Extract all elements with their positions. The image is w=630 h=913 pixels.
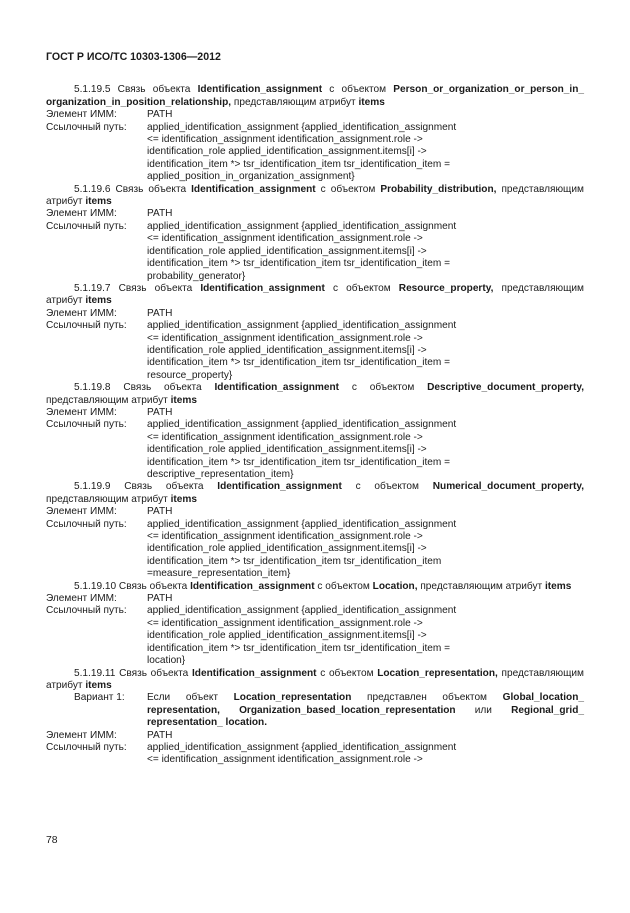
bold-term: Numerical_document_property, <box>432 481 584 493</box>
element-row <box>46 308 584 320</box>
bold-term: Identification_assignment <box>191 667 317 679</box>
path-line: applied_identification_assignment {applied_identification_assignment <box>147 605 457 617</box>
reference-path-row <box>46 419 584 481</box>
text-run: представляющим атрибут <box>233 96 356 108</box>
element-value: PATH <box>147 208 173 220</box>
element-label: Элемент ИММ: <box>46 506 117 518</box>
bold-term: Location_representation <box>233 692 352 704</box>
page-number: 78 <box>46 835 58 846</box>
reference-path-label: Ссылочный путь: <box>46 220 127 232</box>
path-line: identification_item *> tsr_identification_item tsr_identification_item = <box>147 642 450 654</box>
path-line: <= identification_assignment identification_assignment.role -> <box>147 233 423 245</box>
reference-path-value <box>147 221 584 283</box>
path-line: <= identification_assignment identification_assignment.role -> <box>147 617 423 629</box>
reference-path-row <box>46 742 584 767</box>
path-line: identification_role applied_identification_assignment.items[i] -> <box>147 543 427 555</box>
path-line: applied_identification_assignment {applied_identification_assignment <box>147 320 457 332</box>
reference-path-label: Ссылочный путь: <box>46 518 127 530</box>
text-run: Связь объекта <box>118 580 188 592</box>
attribute-name: items <box>544 580 572 592</box>
path-line: identification_role applied_identification_assignment.items[i] -> <box>147 630 427 642</box>
attribute-name: items <box>358 96 385 108</box>
text-run: Связь объекта <box>124 481 204 493</box>
bold-term: Resource_property, <box>398 282 494 294</box>
text-run: 5.1.19.6 <box>74 183 111 195</box>
path-line: descriptive_representation_item} <box>147 469 294 480</box>
element-label: Элемент ИММ: <box>46 109 117 121</box>
text-run: с объектом <box>317 580 370 592</box>
reference-path-row <box>46 221 584 283</box>
text-run: с объектом <box>320 183 376 195</box>
element-value: PATH <box>147 593 173 605</box>
element-row <box>46 407 584 419</box>
section-heading <box>46 184 584 209</box>
bold-term: Identification_assignment <box>191 183 316 195</box>
element-label: Элемент ИММ: <box>46 406 117 418</box>
text-run: с объектом <box>351 382 415 394</box>
path-line: =measure_representation_item} <box>147 568 291 580</box>
text-run: Связь объекта <box>118 282 193 294</box>
path-line: applied_identification_assignment {applied_identification_assignment <box>147 121 457 133</box>
bold-term: Identification_assignment <box>190 580 315 592</box>
reference-path-label: Ссылочный путь: <box>46 605 127 617</box>
path-line: <= identification_assignment identification_assignment.role -> <box>147 332 423 344</box>
text-run: с объектом <box>332 282 391 294</box>
text-run: с объектом <box>329 84 387 96</box>
reference-path-label: Ссылочный путь: <box>46 320 127 332</box>
document-header: ГОСТ Р ИСО/ТС 10303-1306—2012 <box>46 51 221 63</box>
text-run: 5.1.19.9 <box>74 481 111 493</box>
bold-term: Identification_assignment <box>197 84 323 96</box>
section-heading <box>46 581 584 593</box>
reference-path-row <box>46 519 584 581</box>
path-line: <= identification_assignment identification_assignment.role -> <box>147 531 423 543</box>
reference-path-row <box>46 320 584 382</box>
text-run: представлен объектом <box>367 692 487 704</box>
element-row <box>46 593 584 605</box>
element-label: Элемент ИММ: <box>46 593 117 605</box>
text-run: представляющим атрибут <box>420 580 543 592</box>
section-heading <box>46 84 584 109</box>
path-line: applied_identification_assignment {applied_identification_assignment <box>147 518 457 530</box>
bold-term: Identification_assignment <box>217 481 342 493</box>
path-line: location} <box>147 655 186 667</box>
text-run: 5.1.19.10 <box>74 580 117 592</box>
text-run: Связь объекта <box>117 84 191 96</box>
path-line: probability_generator} <box>147 270 246 282</box>
text-run: представляющим атрибут <box>46 493 168 505</box>
reference-path-label: Ссылочный путь: <box>46 121 127 133</box>
path-line: applied_identification_assignment {applied_identification_assignment <box>147 741 457 753</box>
reference-path-row <box>46 122 584 184</box>
element-label: Элемент ИММ: <box>46 208 117 220</box>
reference-path-value <box>147 122 584 184</box>
path-line: <= identification_assignment identification_assignment.role -> <box>147 754 423 766</box>
element-row <box>46 109 584 121</box>
bold-term: Location, <box>372 580 418 592</box>
element-value: PATH <box>147 729 173 741</box>
bold-term: Identification_assignment <box>214 382 340 394</box>
reference-path-value <box>147 419 584 481</box>
path-line: identification_item *> tsr_identification_item tsr_identification_item = <box>147 258 450 270</box>
text-run: 5.1.19.8 <box>74 382 111 394</box>
reference-path-label: Ссылочный путь: <box>46 741 127 753</box>
path-line: identification_role applied_identification_assignment.items[i] -> <box>147 444 427 456</box>
reference-path-value <box>147 605 584 667</box>
document-body <box>46 84 584 766</box>
bold-term: Descriptive_document_property, <box>427 382 584 394</box>
text-run: 5.1.19.7 <box>74 282 111 294</box>
element-row <box>46 506 584 518</box>
section-heading <box>46 668 584 693</box>
text-run: Связь объекта <box>115 183 187 195</box>
reference-path-value <box>147 320 584 382</box>
text-run: или <box>474 704 492 716</box>
reference-path-value <box>147 742 584 767</box>
text-run: представляющим атрибут <box>46 183 584 208</box>
path-line: identification_item *> tsr_identification_item tsr_identification_item <box>147 555 442 567</box>
path-line: identification_item *> tsr_identification_item tsr_identification_item = <box>147 158 450 170</box>
section-heading <box>46 382 584 407</box>
element-label: Элемент ИММ: <box>46 729 117 741</box>
bold-term: Person_or_organization_or_person_in_ organization_in_position_relationship, <box>46 84 584 108</box>
text-run: Связь объекта <box>123 382 202 394</box>
path-line: applied_position_in_organization_assignment} <box>147 171 355 183</box>
reference-path-value <box>147 519 584 581</box>
path-line: identification_item *> tsr_identification_item tsr_identification_item = <box>147 357 450 369</box>
element-value: PATH <box>147 406 173 418</box>
bold-term: Identification_assignment <box>200 282 325 294</box>
reference-path-row <box>46 605 584 667</box>
path-line: identification_role applied_identification_assignment.items[i] -> <box>147 245 427 257</box>
path-line: identification_role applied_identification_assignment.items[i] -> <box>147 344 427 356</box>
variant-text <box>147 692 584 729</box>
bold-term: Location_representation, <box>377 667 498 679</box>
reference-path-label: Ссылочный путь: <box>46 419 127 431</box>
element-value: PATH <box>147 506 173 518</box>
text-run: представляющим атрибут <box>46 282 584 307</box>
variant-row <box>46 692 584 729</box>
path-line: applied_identification_assignment {applied_identification_assignment <box>147 220 457 232</box>
element-row <box>46 730 584 742</box>
attribute-name: items <box>170 493 197 505</box>
text-run: 5.1.19.5 <box>74 84 111 96</box>
text-run: 5.1.19.11 <box>74 667 116 679</box>
text-run: Связь объекта <box>119 667 189 679</box>
bold-term: Regional_grid_ representation_ location. <box>147 704 584 729</box>
section-heading <box>46 481 584 506</box>
path-line: identification_role applied_identification_assignment.items[i] -> <box>147 146 427 158</box>
text-run: Если объект <box>147 692 218 704</box>
attribute-name: items <box>85 295 112 307</box>
text-run: представляющим атрибут <box>46 394 168 406</box>
path-line: <= identification_assignment identification_assignment.role -> <box>147 134 423 146</box>
bold-term: Global_location_ representation, Organization_based_location_representation <box>147 692 584 716</box>
bold-term: Probability_distribution, <box>380 183 497 195</box>
element-value: PATH <box>147 307 173 319</box>
section-heading <box>46 283 584 308</box>
element-label: Элемент ИММ: <box>46 307 117 319</box>
element-row <box>46 208 584 220</box>
text-run: с объектом <box>355 481 419 493</box>
attribute-name: items <box>170 394 197 406</box>
element-value: PATH <box>147 109 173 121</box>
path-line: <= identification_assignment identification_assignment.role -> <box>147 431 423 443</box>
attribute-name: items <box>85 679 112 691</box>
attribute-name: items <box>85 196 112 208</box>
path-line: applied_identification_assignment {applied_identification_assignment <box>147 419 457 431</box>
variant-label: Вариант 1: <box>74 692 125 704</box>
path-line: identification_item *> tsr_identification_item tsr_identification_item = <box>147 456 450 468</box>
text-run: с объектом <box>320 667 374 679</box>
path-line: resource_property} <box>147 369 233 381</box>
text-run: представляющим атрибут <box>46 667 584 691</box>
